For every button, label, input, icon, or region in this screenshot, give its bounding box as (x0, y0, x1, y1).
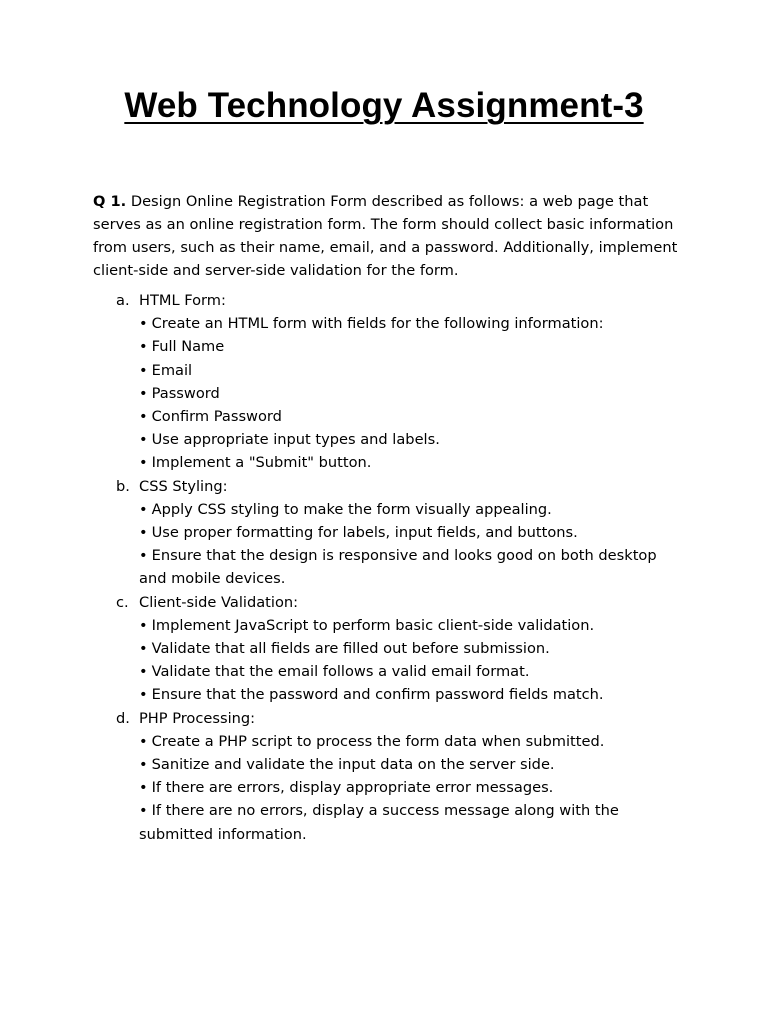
section-heading-text: CSS Styling: (139, 477, 228, 495)
bullet-text: Password (151, 384, 220, 402)
bullet-text: Use appropriate input types and labels. (151, 431, 440, 449)
bullet-text: Full Name (151, 338, 225, 356)
section-marker: d. (116, 709, 130, 727)
question-number: Q 1. (93, 193, 127, 210)
bullet-text: Create an HTML form with fields for the following information: (151, 315, 604, 333)
bullet-text: Apply CSS styling to make the form visually appealing. (151, 500, 552, 518)
bullet-item (0, 776, 679, 799)
bullet-item (0, 660, 679, 683)
question-paragraph (93, 190, 693, 282)
bullet-text: Email (151, 361, 193, 379)
bullet-item (0, 637, 679, 660)
bullet-dot-icon: • (139, 408, 148, 425)
section-heading (0, 591, 768, 614)
section-heading (0, 289, 768, 312)
requirements-list (0, 289, 768, 846)
bullet-text: Ensure that the password and confirm password fields match. (151, 686, 604, 704)
bullet-text: Validate that the email follows a valid email format. (151, 663, 530, 681)
section-marker: a. (116, 292, 130, 309)
bullet-item (0, 521, 679, 544)
bullet-dot-icon: • (139, 361, 148, 379)
bullet-dot-icon: • (139, 315, 148, 333)
page-title: Web Technology Assignment-3 (124, 86, 644, 125)
bullet-text: Ensure that the design is responsive and looks good on both desktop and mobile devices. (139, 547, 657, 588)
bullet-dot-icon: • (139, 547, 148, 565)
bullet-text: Confirm Password (151, 408, 282, 425)
bullet-dot-icon: • (139, 384, 148, 402)
section-heading-text: PHP Processing: (139, 709, 256, 727)
bullet-dot-icon: • (139, 686, 148, 704)
bullet-dot-icon: • (139, 732, 148, 750)
bullet-item (0, 753, 679, 776)
bullet-dot-icon: • (139, 524, 148, 541)
bullet-dot-icon: • (139, 779, 148, 797)
bullet-item (0, 799, 679, 845)
bullet-text: Create a PHP script to process the form data when submitted. (151, 732, 605, 750)
bullet-dot-icon: • (139, 802, 148, 820)
bullet-item (0, 544, 679, 590)
section-heading (0, 707, 768, 730)
section-marker: b. (116, 477, 130, 495)
bullet-dot-icon: • (139, 454, 148, 472)
bullet-text: Validate that all fields are filled out before submission. (151, 640, 550, 657)
bullet-dot-icon: • (139, 640, 148, 657)
bullet-text: If there are errors, display appropriate error messages. (151, 779, 554, 797)
bullet-text: If there are no errors, display a success message along with the submitted information. (139, 802, 619, 843)
bullet-dot-icon: • (139, 500, 148, 518)
bullet-item (0, 405, 679, 428)
section-heading-text: Client-side Validation: (139, 593, 299, 611)
bullet-item (0, 335, 679, 358)
section-heading (0, 475, 768, 498)
bullet-text: Sanitize and validate the input data on the server side. (151, 756, 555, 773)
question-text: Design Online Registration Form described as follows: a web page that serves as an online registration form. The form should collect basic information from users, such as their name, email, and a password. Additionally, implement client-side and server-side validation for the form. (93, 193, 678, 280)
bullet-text: Implement a "Submit" button. (151, 454, 372, 472)
bullet-item (0, 683, 679, 706)
bullet-item (0, 498, 679, 521)
bullet-item (0, 730, 679, 753)
bullet-dot-icon: • (139, 663, 148, 681)
bullet-item (0, 451, 679, 474)
bullet-dot-icon: • (139, 431, 148, 449)
bullet-text: Implement JavaScript to perform basic client-side validation. (151, 616, 595, 634)
bullet-text: Use proper formatting for labels, input fields, and buttons. (151, 524, 578, 541)
section-heading-text: HTML Form: (139, 292, 226, 309)
bullet-item (0, 614, 679, 637)
bullet-dot-icon: • (139, 756, 148, 773)
bullet-dot-icon: • (139, 616, 148, 634)
bullet-item (0, 382, 679, 405)
section-marker: c. (116, 593, 129, 611)
bullet-item (0, 359, 679, 382)
bullet-item (0, 312, 679, 335)
bullet-dot-icon: • (139, 338, 148, 356)
bullet-item (0, 428, 679, 451)
